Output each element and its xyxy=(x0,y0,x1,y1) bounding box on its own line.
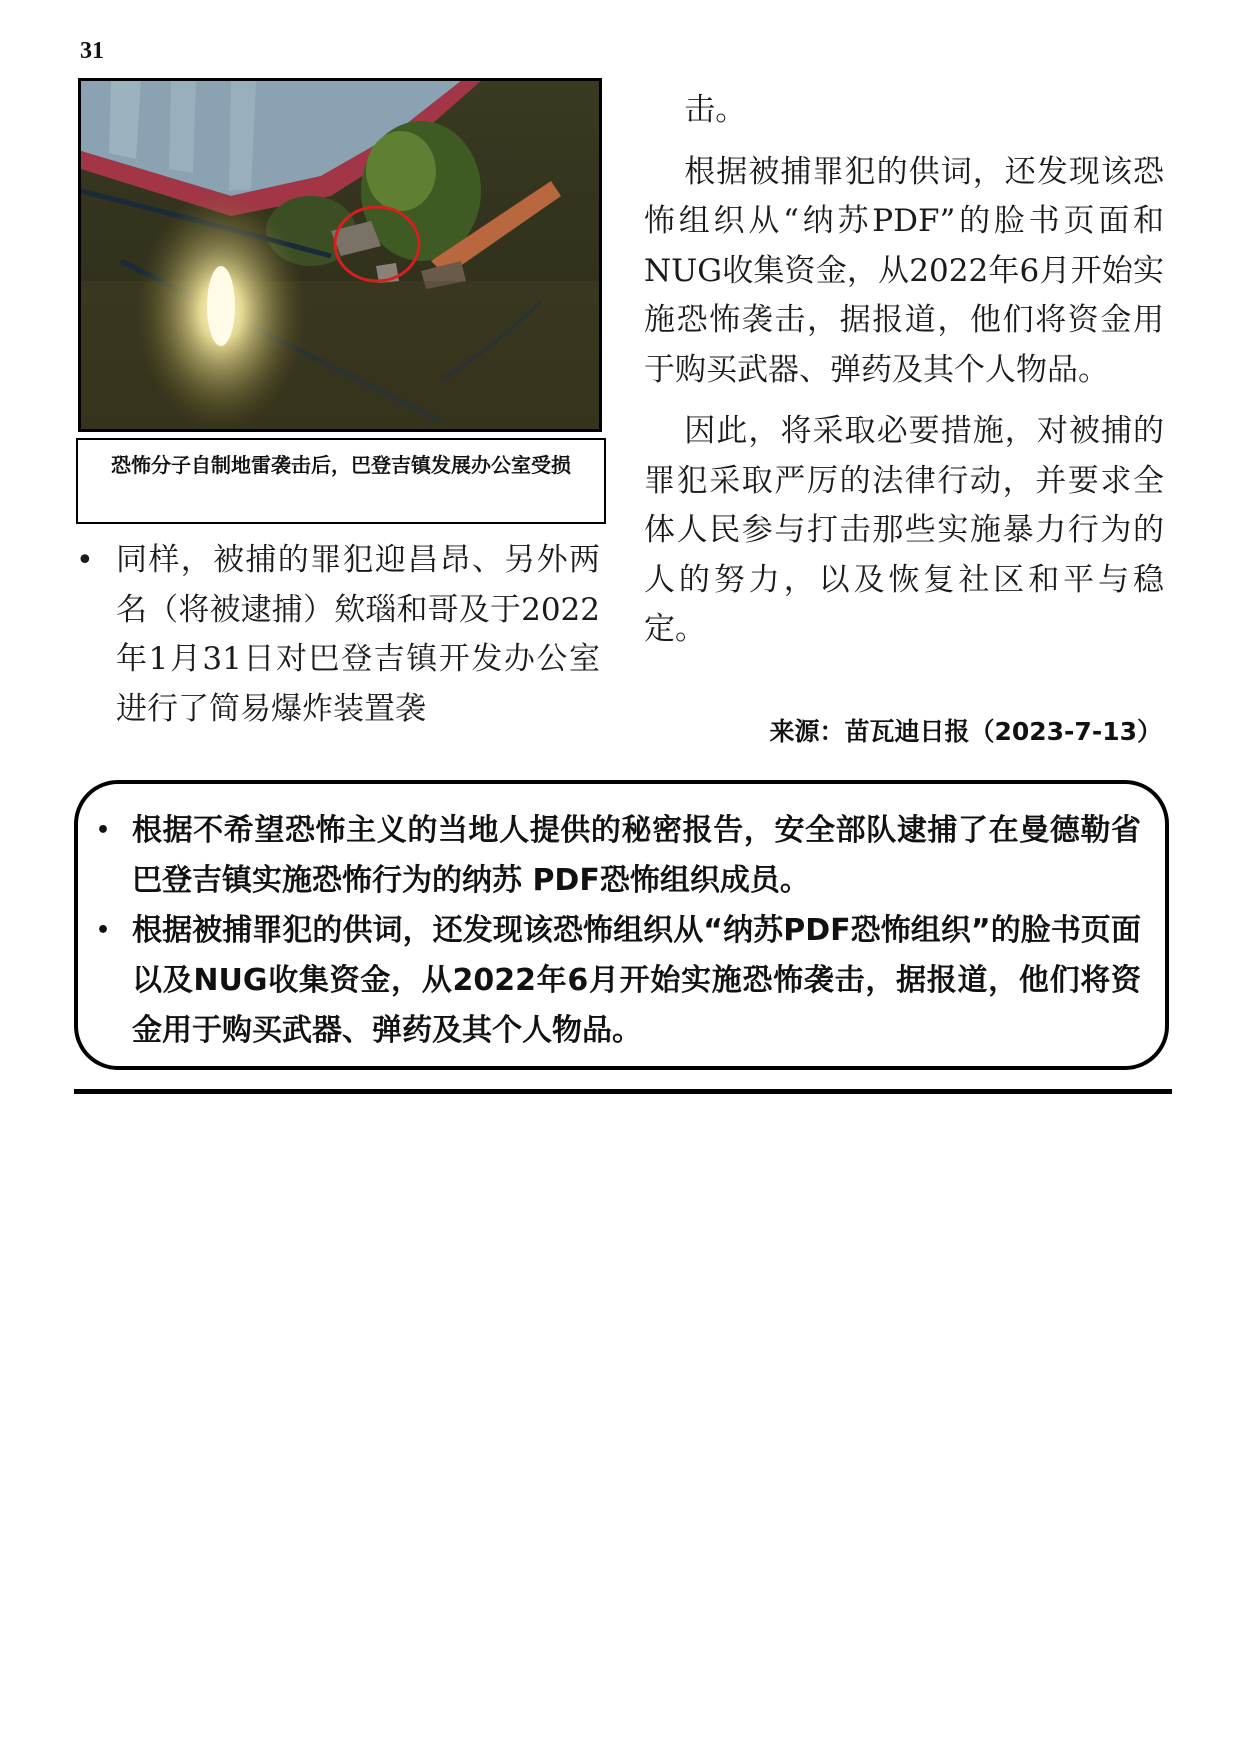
left-column xyxy=(76,536,600,734)
summary-box xyxy=(74,780,1169,1070)
damage-photo-scene xyxy=(81,81,599,429)
page-number: 31 xyxy=(80,38,104,64)
continuation-text: 击。 xyxy=(684,92,747,128)
bottom-rule xyxy=(74,1089,1172,1094)
bullet-dot: • xyxy=(96,818,111,843)
summary-item xyxy=(96,906,1141,1056)
bullet-paragraph xyxy=(76,536,600,734)
summary-item xyxy=(96,806,1141,906)
right-column xyxy=(644,86,1164,655)
bullet-text: 同样，被捕的罪犯迎昌昂、另外两名（将被逮捕）欸瑙和哥及于2022年1月31日对巴登吉镇开发办公室进行了简易爆炸装置袭 xyxy=(116,542,600,727)
bullet-dot: • xyxy=(76,543,94,578)
paragraph-confession: 根据被捕罪犯的供词，还发现该恐怖组织从“纳苏PDF”的脸书页面和NUG收集资金，从2022年6月开始实施恐怖袭击，据报道，他们将资金用于购买武器、弹药及其个人物品。 xyxy=(644,153,1164,388)
damage-photo xyxy=(78,78,602,432)
source-citation: 来源：苗瓦迪日报（2023-7-13） xyxy=(769,717,1162,746)
figure-caption: 恐怖分子自制地雷袭击后，巴登吉镇发展办公室受损 xyxy=(76,438,606,524)
summary-item-text: 根据不希望恐怖主义的当地人提供的秘密报告，安全部队逮捕了在曼德勒省巴登吉镇实施恐怖行为的纳苏 PDF恐怖组织成员。 xyxy=(132,813,1141,898)
bullet-dot: • xyxy=(96,918,111,943)
summary-item-text: 根据被捕罪犯的供词，还发现该恐怖组织从“纳苏PDF恐怖组织”的脸书页面以及NUG收集资金，从2022年6月开始实施恐怖袭击，据报道，他们将资金用于购买武器、弹药及其个人物品。 xyxy=(132,913,1141,1048)
paragraph-measures: 因此，将采取必要措施，对被捕的罪犯采取严厉的法律行动，并要求全体人民参与打击那些实施暴力行为的人的努力，以及恢复社区和平与稳定。 xyxy=(644,413,1164,647)
